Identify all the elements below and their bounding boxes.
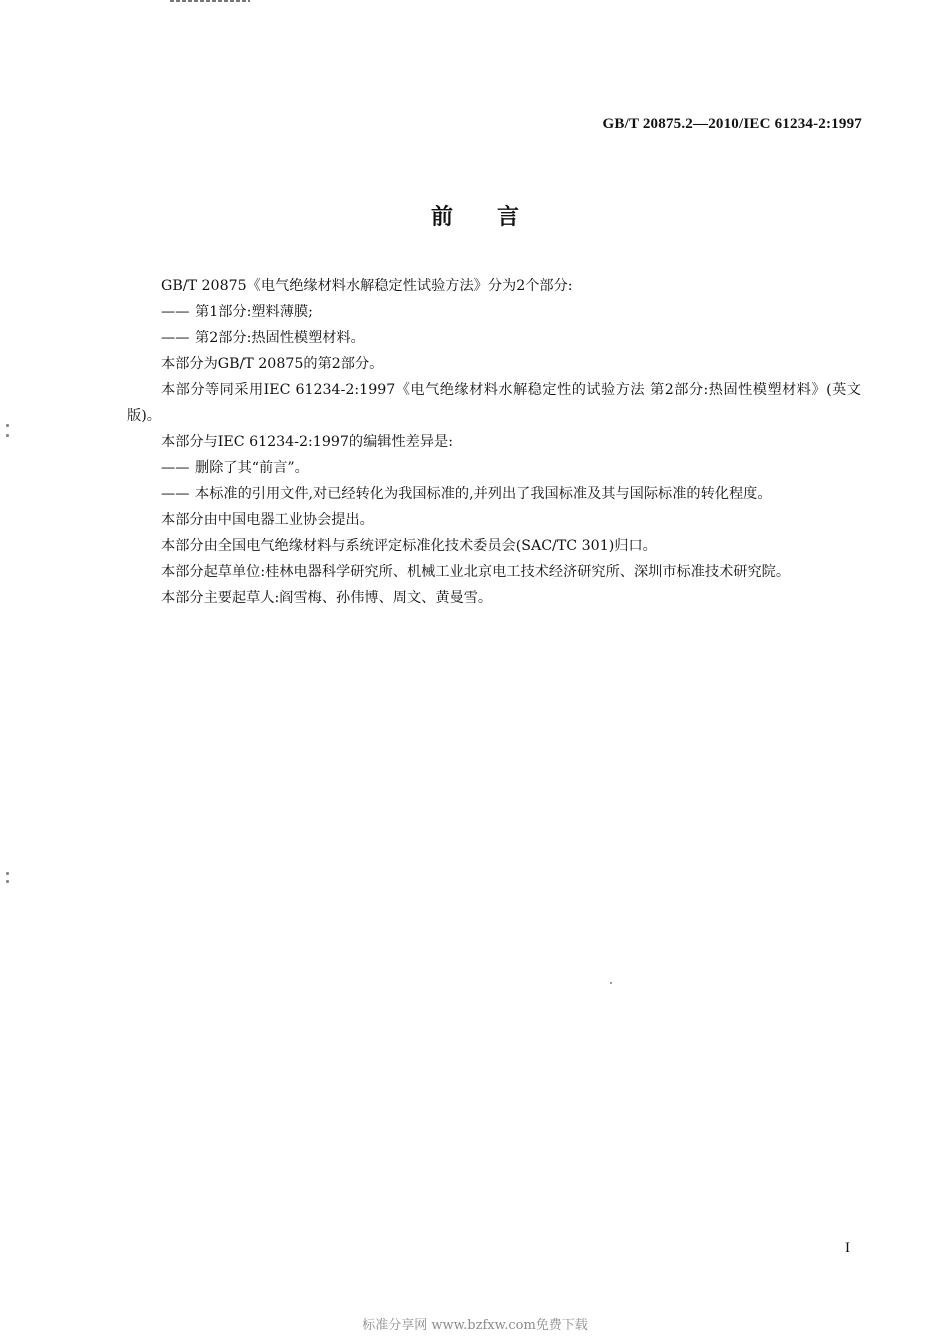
dash-marker: —— [161, 304, 190, 320]
dash-marker: —— [161, 486, 190, 502]
dash-marker: —— [161, 330, 190, 346]
foreword-body [127, 273, 861, 611]
scan-artifact [6, 434, 9, 437]
dash-list-item [127, 481, 861, 507]
page-title: 前言 [430, 205, 563, 230]
dash-item-text: 本标准的引用文件,对已经转化为我国标准的,并列出了我国标准及其与国际标准的转化程度。 [195, 486, 772, 502]
dash-item-text: 第1部分:塑料薄膜; [195, 304, 313, 320]
paragraph: 本部分等同采用IEC 61234-2:1997《电气绝缘材料水解稳定性的试验方法 第2部分:热固性模塑材料》(英文版)。 [127, 382, 861, 424]
dash-list-item [127, 299, 861, 325]
scan-artifact [6, 872, 9, 875]
scan-artifact [6, 880, 9, 883]
scan-artifact [6, 424, 9, 427]
paragraph: 本部分与IEC 61234-2:1997的编辑性差异是: [161, 434, 454, 450]
paragraph: 本部分由中国电器工业协会提出。 [161, 512, 374, 528]
paragraph: 本部分主要起草人:阎雪梅、孙伟博、周文、黄曼雪。 [161, 590, 493, 606]
watermark: 标准分享网 www.bzfxw.com免费下载 [362, 1318, 588, 1333]
dash-list-item [127, 455, 861, 481]
dash-marker: —— [161, 460, 190, 476]
scan-artifact-top [170, 0, 250, 2]
paragraph: 本部分起草单位:桂林电器科学研究所、机械工业北京电工技术经济研究所、深圳市标准技术研究院。 [161, 564, 791, 580]
scan-artifact [610, 982, 612, 984]
paragraph: GB/T 20875《电气绝缘材料水解稳定性试验方法》分为2个部分: [161, 278, 573, 294]
standard-code-header: GB/T 20875.2—2010/IEC 61234-2:1997 [602, 116, 862, 132]
paragraph: 本部分为GB/T 20875的第2部分。 [161, 356, 384, 372]
dash-item-text: 删除了其“前言”。 [195, 460, 309, 476]
page-number: I [845, 1240, 850, 1256]
dash-item-text: 第2部分:热固性模塑材料。 [195, 330, 365, 346]
dash-list-item [127, 325, 861, 351]
paragraph: 本部分由全国电气绝缘材料与系统评定标准化技术委员会(SAC/TC 301)归口。 [161, 538, 657, 554]
